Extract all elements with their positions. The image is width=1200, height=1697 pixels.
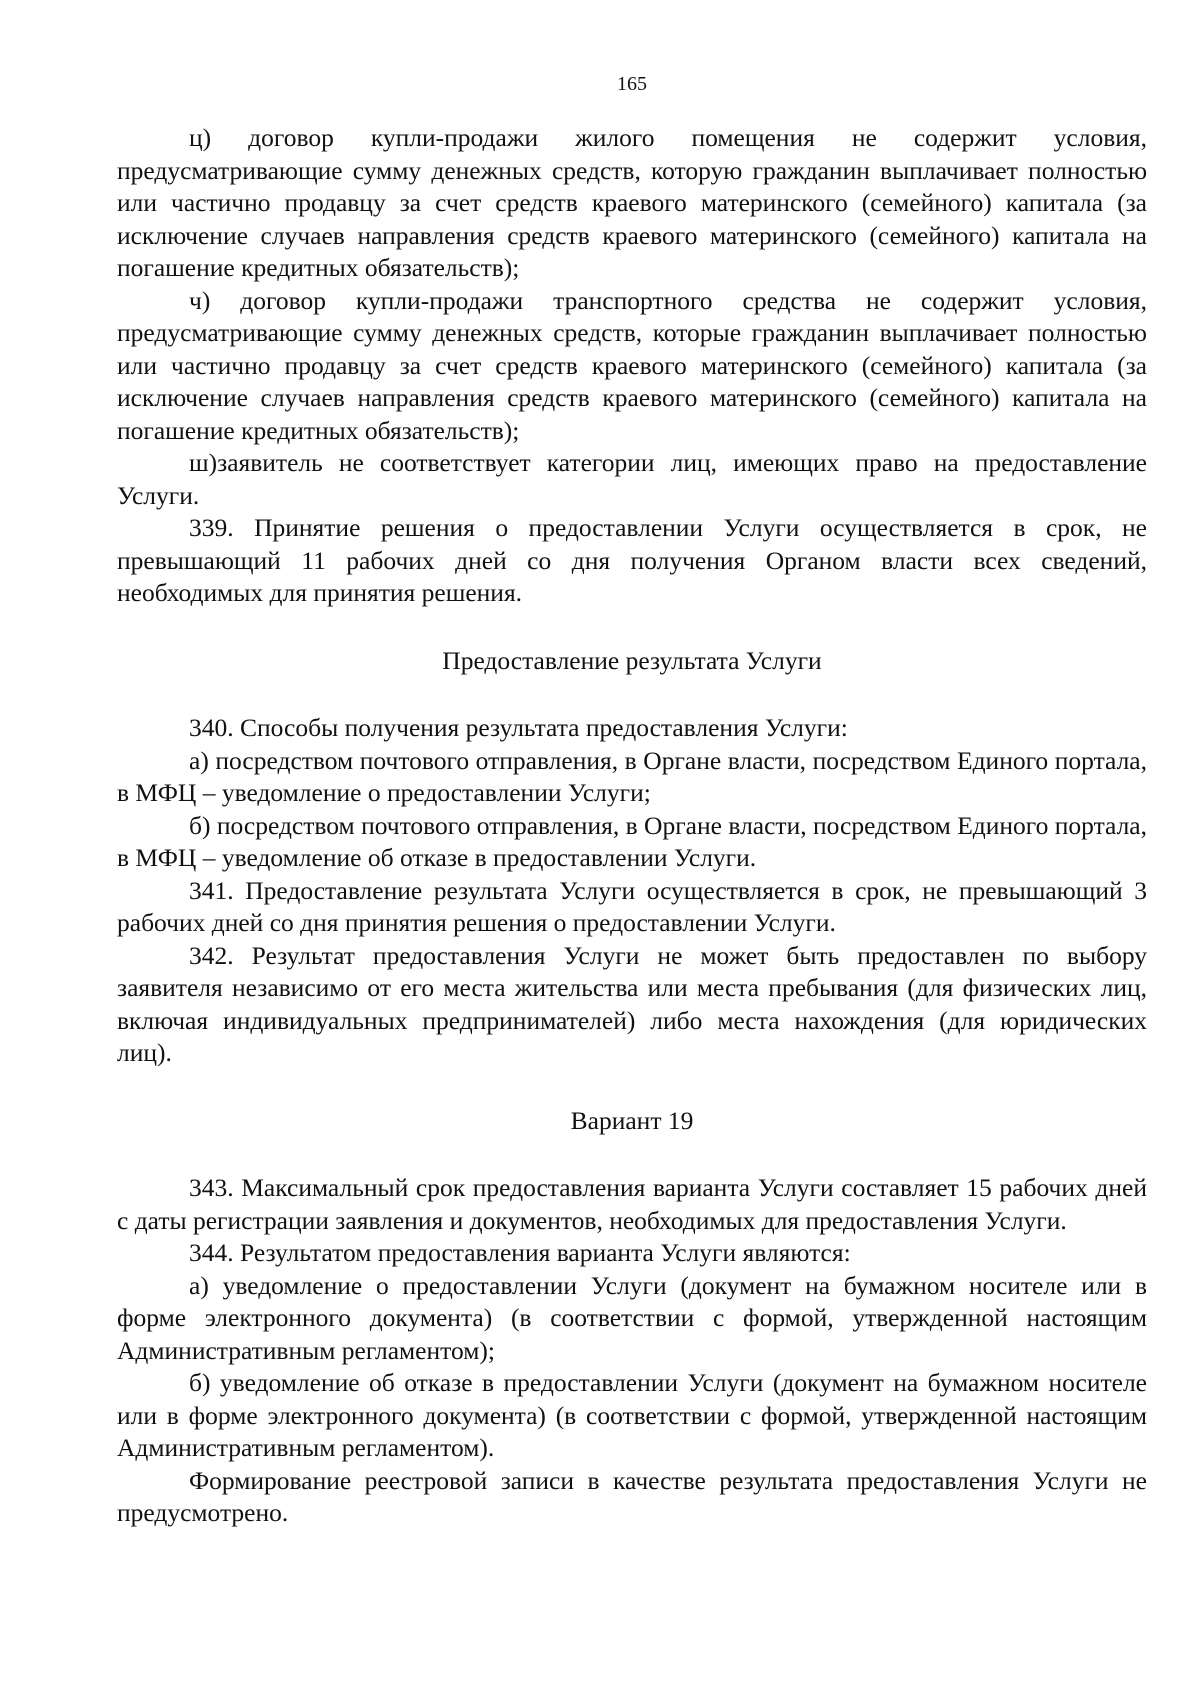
paragraph-item-ts: ц) договор купли-продажи жилого помещения не содержит условия, предусматривающие сумму денежных средств, которую гражданин выплачивает полностью или частично продавцу за счет средств краевого материнского (семейного) капитала (за исключение случаев направления средств краевого материнского (семейного) капитала на погашение кредитных обязательств); [117, 123, 1147, 282]
paragraph-339: 339. Принятие решения о предоставлении Услуги осуществляется в срок, не превышающий 11 рабочих дней со дня получения Органом власти всех сведений, необходимых для принятия решения. [117, 513, 1147, 607]
paragraph-344-b: б) уведомление об отказе в предоставлении Услуги (документ на бумажном носителе или в форме электронного документа) (в соответствии с формой, утвержденной настоящим Административным регламентом). [117, 1368, 1147, 1462]
paragraph-342: 342. Результат предоставления Услуги не может быть предоставлен по выбору заявителя независимо от его места жительства или места пребывания (для физических лиц, включая индивидуальных предпринимателей) либо места нахождения (для юридических лиц). [117, 940, 1147, 1067]
section-heading-result: Предоставление результата Услуги [442, 645, 822, 675]
paragraph-340-b: б) посредством почтового отправления, в Органе власти, посредством Единого портала, в МФЦ – уведомление об отказе в предоставлении Услуги. [117, 810, 1147, 872]
page-number: 165 [617, 73, 647, 95]
paragraph-344-a: а) уведомление о предоставлении Услуги (документ на бумажном носителе или в форме электронного документа) (в соответствии с формой, утвержденной настоящим Административным регламентом); [117, 1270, 1147, 1365]
paragraph-340: 340. Способы получения результата предоставления Услуги: [189, 713, 848, 742]
paragraph-343: 343. Максимальный срок предоставления варианта Услуги составляет 15 рабочих дней с даты регистрации заявления и документов, необходимых для предоставления Услуги. [117, 1173, 1147, 1235]
paragraph-registry-note: Формирование реестровой записи в качестве результата предоставления Услуги не предусмотрено. [117, 1465, 1147, 1527]
paragraph-item-ch: ч) договор купли-продажи транспортного средства не содержит условия, предусматривающие сумму денежных средств, которые гражданин выплачивает полностью или частично продавцу за счет средств краевого материнского (семейного) капитала (за исключение случаев направления средств краевого материнского (семейного) капитала на погашение кредитных обязательств); [117, 285, 1147, 445]
paragraph-340-a: а) посредством почтового отправления, в Органе власти, посредством Единого портала, в МФЦ – уведомление о предоставлении Услуги; [117, 745, 1147, 807]
section-heading-variant: Вариант 19 [570, 1105, 694, 1135]
document-body [117, 122, 1147, 1530]
paragraph-341: 341. Предоставление результата Услуги осуществляется в срок, не превышающий 3 рабочих дней со дня принятия решения о предоставлении Услуги. [117, 875, 1147, 937]
paragraph-item-sh: ш)заявитель не соответствует категории лиц, имеющих право на предоставление Услуги. [117, 448, 1147, 510]
paragraph-344: 344. Результатом предоставления варианта Услуги являются: [189, 1238, 851, 1267]
